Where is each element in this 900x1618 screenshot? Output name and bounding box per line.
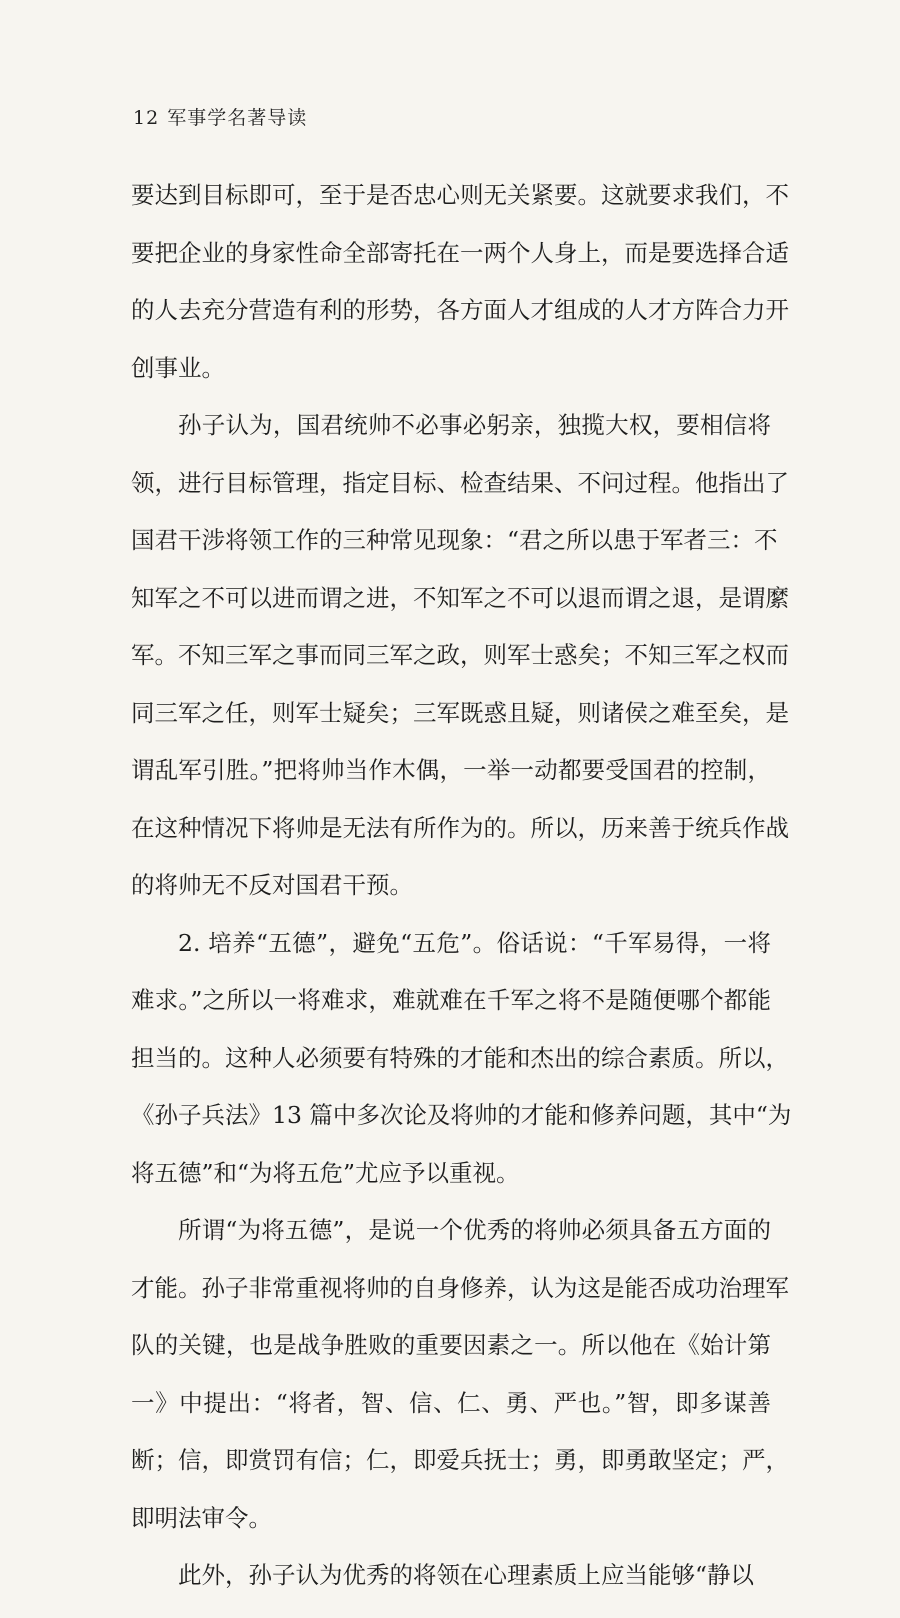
paragraph-4-line: 断；信，即赏罚有信；仁，即爱兵抚士；勇，即勇敢坚定；严， <box>131 1446 789 1474</box>
paragraph-4-line: 即明法审令。 <box>131 1503 272 1532</box>
paragraph-1-line: 的人去充分营造有利的形势，各方面人才组成的人才方阵合力开 <box>131 296 789 324</box>
book-title: 军事学名著导读 <box>167 107 308 129</box>
paragraph-3-line: 将五德”和“为将五危”尤应予以重视。 <box>131 1158 520 1187</box>
page-number: 12 <box>133 107 160 129</box>
paragraph-2-line: 谓乱军引胜。”把将帅当作木偶，一举一动都要受国君的控制， <box>131 756 771 784</box>
body-text <box>131 180 792 1618</box>
paragraph-2-line: 知军之不可以进而谓之进，不知军之不可以退而谓之退，是谓縻 <box>131 583 789 612</box>
paragraph-4-line: 所谓“为将五德”，是说一个优秀的将帅必须具备五方面的 <box>178 1216 771 1244</box>
paragraph-3-line: 难求。”之所以一将难求，难就难在千军之将不是随便哪个都能 <box>131 986 771 1014</box>
paragraph-2-line: 的将帅无不反对国君干预。 <box>131 871 413 899</box>
paragraph-1-line: 要把企业的身家性命全部寄托在一两个人身上，而是要选择合适 <box>131 238 789 267</box>
paragraph-3-line: 《孙子兵法》13 篇中多次论及将帅的才能和修养问题，其中“为 <box>131 1101 792 1129</box>
paragraph-4-line: 队的关键，也是战争胜败的重要因素之一。所以他在《始计第 <box>131 1331 771 1359</box>
running-header <box>133 103 307 130</box>
paragraph-2-line: 领，进行目标管理，指定目标、检查结果、不问过程。他指出了 <box>131 468 789 497</box>
paragraph-2-line: 在这种情况下将帅是无法有所作为的。所以，历来善于统兵作战 <box>131 813 789 842</box>
paragraph-3-line: 担当的。这种人必须要有特殊的才能和杰出的综合素质。所以， <box>131 1043 789 1072</box>
paragraph-1-line: 要达到目标即可，至于是否忠心则无关紧要。这就要求我们，不 <box>131 181 789 209</box>
paragraph-2-line: 国君干涉将领工作的三种常见现象：“君之所以患于军者三：不 <box>131 526 778 554</box>
paragraph-4-line: 一》中提出：“将者，智、信、仁、勇、严也。”智，即多谋善 <box>131 1388 771 1417</box>
paragraph-4-line: 才能。孙子非常重视将帅的自身修养，认为这是能否成功治理军 <box>131 1273 789 1302</box>
paragraph-5-line: 此外，孙子认为优秀的将领在心理素质上应当能够“静以 <box>178 1561 755 1589</box>
paragraph-1-line: 创事业。 <box>131 353 225 382</box>
paragraph-2-line: 军。不知三军之事而同三军之政，则军士惑矣；不知三军之权而 <box>131 641 789 669</box>
paragraph-2-line: 孙子认为，国君统帅不必事必躬亲，独揽大权，要相信将 <box>178 411 771 439</box>
paragraph-3-line: 2. 培养“五德”，避免“五危”。俗话说：“千军易得，一将 <box>178 928 771 957</box>
paragraph-2-line: 同三军之任，则军士疑矣；三军既惑且疑，则诸侯之难至矣，是 <box>131 698 789 727</box>
